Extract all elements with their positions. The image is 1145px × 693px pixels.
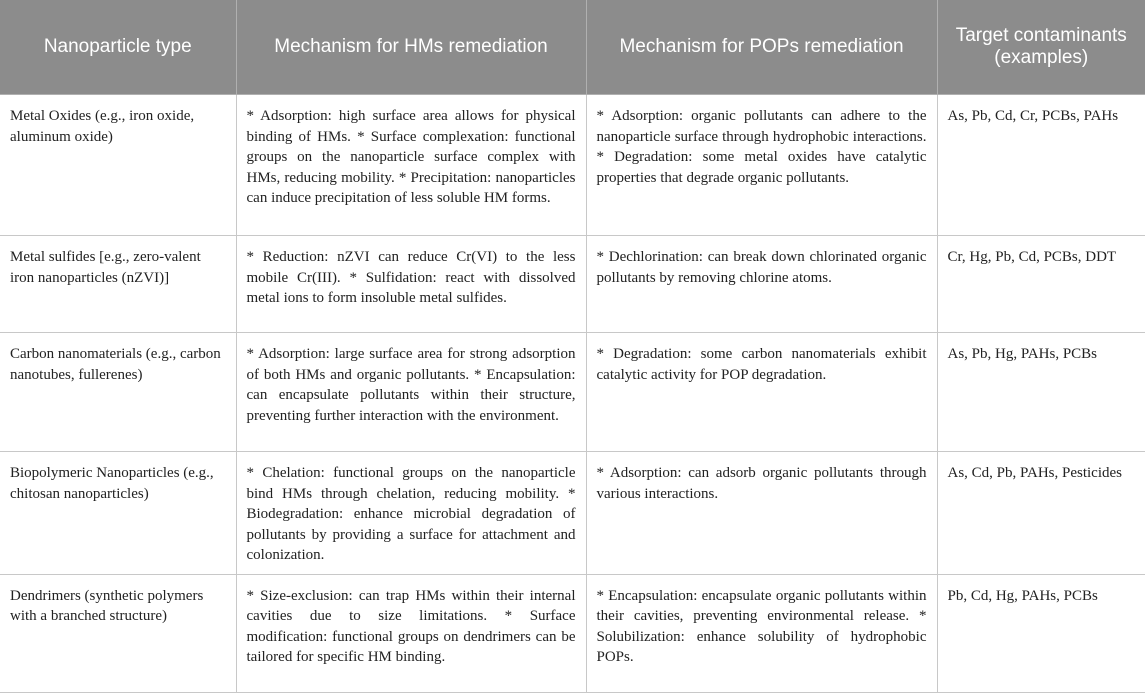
cell-pops-mechanism: * Adsorption: can adsorb organic pollutants through various interactions. — [586, 452, 937, 575]
header-hms-mechanism: Mechanism for HMs remediation — [236, 0, 586, 95]
cell-hms-mechanism: * Reduction: nZVI can reduce Cr(VI) to the less mobile Cr(III). * Sulfidation: react with dissolved metal ions to form insoluble metal sulfides. — [236, 236, 586, 333]
cell-target-contaminants: As, Pb, Cd, Cr, PCBs, PAHs — [937, 95, 1145, 236]
cell-nanoparticle-type: Carbon nanomaterials (e.g., carbon nanotubes, fullerenes) — [0, 333, 236, 452]
cell-pops-mechanism: * Degradation: some carbon nanomaterials exhibit catalytic activity for POP degradation. — [586, 333, 937, 452]
cell-hms-mechanism: * Adsorption: high surface area allows for physical binding of HMs. * Surface complexation: functional groups on the nanoparticle surface complex with HMs, reducing mobility. * Precipitation: nanoparticles can induce precipitation of less soluble HM forms. — [236, 95, 586, 236]
table-row — [0, 452, 1145, 575]
cell-hms-mechanism: * Chelation: functional groups on the nanoparticle bind HMs through chelation, reducing mobility. * Biodegradation: enhance microbial degradation of pollutants by providing a surface for attachment and colonization. — [236, 452, 586, 575]
cell-nanoparticle-type: Biopolymeric Nanoparticles (e.g., chitosan nanoparticles) — [0, 452, 236, 575]
header-pops-mechanism: Mechanism for POPs remediation — [586, 0, 937, 95]
cell-target-contaminants: As, Cd, Pb, PAHs, Pesticides — [937, 452, 1145, 575]
header-target-contaminants: Target contaminants (examples) — [937, 0, 1145, 95]
cell-hms-mechanism: * Adsorption: large surface area for strong adsorption of both HMs and organic pollutants. * Encapsulation: can encapsulate pollutants within their structure, preventing further interaction with the environment. — [236, 333, 586, 452]
cell-nanoparticle-type: Dendrimers (synthetic polymers with a branched structure) — [0, 574, 236, 692]
cell-nanoparticle-type: Metal sulfides [e.g., zero-valent iron nanoparticles (nZVI)] — [0, 236, 236, 333]
cell-target-contaminants: Pb, Cd, Hg, PAHs, PCBs — [937, 574, 1145, 692]
cell-hms-mechanism: * Size-exclusion: can trap HMs within their internal cavities due to size limitations. * Surface modification: functional groups on dendrimers can be tailored for specific HM binding. — [236, 574, 586, 692]
cell-target-contaminants: Cr, Hg, Pb, Cd, PCBs, DDT — [937, 236, 1145, 333]
header-row — [0, 0, 1145, 95]
table-row — [0, 574, 1145, 692]
table-row — [0, 236, 1145, 333]
header-nanoparticle-type: Nanoparticle type — [0, 0, 236, 95]
cell-pops-mechanism: * Adsorption: organic pollutants can adhere to the nanoparticle surface through hydrophobic interactions. * Degradation: some metal oxides have catalytic properties that degrade organic pollutants. — [586, 95, 937, 236]
table-row — [0, 95, 1145, 236]
table-row — [0, 333, 1145, 452]
cell-pops-mechanism: * Encapsulation: encapsulate organic pollutants within their cavities, preventing environmental release. * Solubilization: enhance solubility of hydrophobic POPs. — [586, 574, 937, 692]
cell-pops-mechanism: * Dechlorination: can break down chlorinated organic pollutants by removing chlorine atoms. — [586, 236, 937, 333]
table-body — [0, 95, 1145, 693]
cell-target-contaminants: As, Pb, Hg, PAHs, PCBs — [937, 333, 1145, 452]
cell-nanoparticle-type: Metal Oxides (e.g., iron oxide, aluminum oxide) — [0, 95, 236, 236]
table-header — [0, 0, 1145, 95]
